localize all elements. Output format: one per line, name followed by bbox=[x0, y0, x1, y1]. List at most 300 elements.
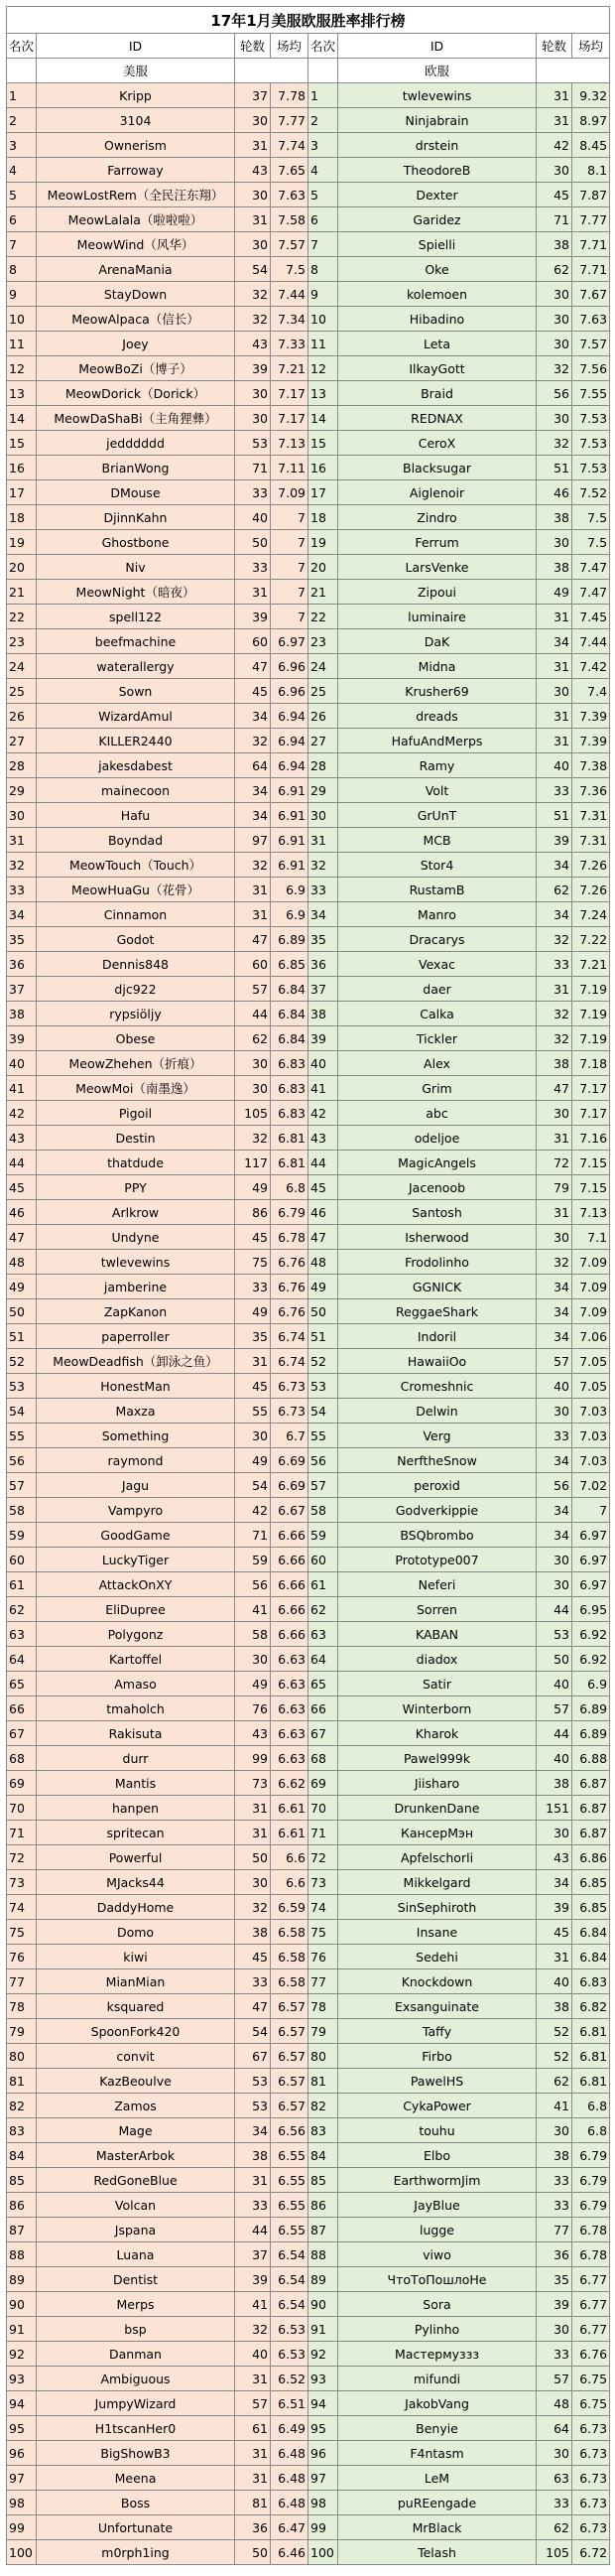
eu-avg-wins: 7.55 bbox=[572, 381, 610, 406]
eu-avg-wins: 6.86 bbox=[572, 1845, 610, 1870]
eu-avg-wins: 7.17 bbox=[572, 1101, 610, 1126]
eu-avg-wins: 6.81 bbox=[572, 2044, 610, 2069]
table-row bbox=[7, 555, 610, 580]
region-spacer-eu-2 bbox=[537, 59, 610, 83]
eu-avg-wins: 7.31 bbox=[572, 828, 610, 853]
eu-avg-wins: 6.95 bbox=[572, 1597, 610, 1622]
eu-avg-wins: 7.45 bbox=[572, 605, 610, 629]
eu-games: 40 bbox=[537, 753, 572, 778]
us-player-id: StayDown bbox=[37, 282, 235, 307]
us-avg-wins: 6.57 bbox=[271, 1994, 308, 2019]
eu-player-id: Elbo bbox=[338, 2143, 537, 2168]
eu-rank: 5 bbox=[308, 183, 338, 207]
eu-avg-wins: 6.75 bbox=[572, 2367, 610, 2391]
us-player-id: Arlkrow bbox=[37, 1200, 235, 1225]
table-row bbox=[7, 2094, 610, 2118]
us-avg-wins: 6.57 bbox=[271, 2094, 308, 2118]
us-player-id: Domo bbox=[37, 1920, 235, 1945]
eu-avg-wins: 7.03 bbox=[572, 1448, 610, 1473]
us-games: 43 bbox=[235, 158, 271, 183]
table-row bbox=[7, 1002, 610, 1026]
us-player-id: waterallergy bbox=[37, 654, 235, 679]
eu-rank: 62 bbox=[308, 1597, 338, 1622]
us-avg-wins: 6.6 bbox=[271, 1845, 308, 1870]
eu-rank: 77 bbox=[308, 1969, 338, 1994]
us-player-id: Undyne bbox=[37, 1225, 235, 1250]
eu-games: 57 bbox=[537, 2367, 572, 2391]
table-row bbox=[7, 406, 610, 431]
eu-rank: 29 bbox=[308, 778, 338, 803]
us-rank: 14 bbox=[7, 406, 37, 431]
region-spacer-eu bbox=[308, 59, 338, 83]
us-rank: 1 bbox=[7, 83, 37, 108]
us-rank: 54 bbox=[7, 1399, 37, 1424]
us-rank: 55 bbox=[7, 1424, 37, 1448]
us-player-id: DjinnKahn bbox=[37, 505, 235, 530]
us-rank: 91 bbox=[7, 2317, 37, 2342]
us-rank: 12 bbox=[7, 356, 37, 381]
us-rank: 18 bbox=[7, 505, 37, 530]
us-games: 54 bbox=[235, 257, 271, 282]
table-row bbox=[7, 1498, 610, 1523]
us-avg-wins: 7.57 bbox=[271, 232, 308, 257]
eu-avg-wins: 6.79 bbox=[572, 2168, 610, 2193]
eu-avg-wins: 7.09 bbox=[572, 1275, 610, 1299]
eu-games: 31 bbox=[537, 1126, 572, 1151]
us-player-id: twlevewins bbox=[37, 1250, 235, 1275]
eu-player-id: Volt bbox=[338, 778, 537, 803]
us-games: 42 bbox=[235, 1498, 271, 1523]
eu-avg-wins: 7.56 bbox=[572, 356, 610, 381]
us-games: 61 bbox=[235, 2416, 271, 2441]
eu-rank: 96 bbox=[308, 2441, 338, 2466]
us-rank: 57 bbox=[7, 1473, 37, 1498]
us-player-id: ArenaMania bbox=[37, 257, 235, 282]
eu-rank: 98 bbox=[308, 2491, 338, 2515]
us-player-id: spritecan bbox=[37, 1821, 235, 1845]
table-row bbox=[7, 108, 610, 133]
eu-games: 30 bbox=[537, 1572, 572, 1597]
table-row bbox=[7, 803, 610, 828]
us-rank: 51 bbox=[7, 1324, 37, 1349]
eu-avg-wins: 6.87 bbox=[572, 1771, 610, 1796]
eu-rank: 14 bbox=[308, 406, 338, 431]
us-avg-wins: 7.21 bbox=[271, 356, 308, 381]
us-player-id: Destin bbox=[37, 1126, 235, 1151]
us-avg-wins: 6.56 bbox=[271, 2118, 308, 2143]
table-row bbox=[7, 1597, 610, 1622]
table-row bbox=[7, 1870, 610, 1895]
eu-avg-wins: 7.71 bbox=[572, 232, 610, 257]
us-games: 45 bbox=[235, 679, 271, 704]
us-games: 41 bbox=[235, 2292, 271, 2317]
col-games-eu: 轮数 bbox=[537, 34, 572, 59]
us-games: 67 bbox=[235, 2044, 271, 2069]
eu-rank: 87 bbox=[308, 2218, 338, 2242]
eu-games: 30 bbox=[537, 2118, 572, 2143]
us-avg-wins: 6.53 bbox=[271, 2317, 308, 2342]
eu-avg-wins: 7.47 bbox=[572, 555, 610, 580]
eu-player-id: PawelHS bbox=[338, 2069, 537, 2094]
us-rank: 32 bbox=[7, 853, 37, 878]
eu-avg-wins: 7.39 bbox=[572, 704, 610, 729]
table-row bbox=[7, 1473, 610, 1498]
table-row bbox=[7, 2118, 610, 2143]
eu-avg-wins: 7.38 bbox=[572, 753, 610, 778]
eu-player-id: IlkayGott bbox=[338, 356, 537, 381]
eu-rank: 31 bbox=[308, 828, 338, 853]
us-rank: 66 bbox=[7, 1696, 37, 1721]
eu-games: 44 bbox=[537, 1597, 572, 1622]
eu-games: 45 bbox=[537, 1920, 572, 1945]
eu-games: 33 bbox=[537, 2342, 572, 2367]
us-rank: 6 bbox=[7, 207, 37, 232]
eu-rank: 6 bbox=[308, 207, 338, 232]
eu-rank: 1 bbox=[308, 83, 338, 108]
us-rank: 76 bbox=[7, 1945, 37, 1969]
eu-player-id: REDNAX bbox=[338, 406, 537, 431]
table-row bbox=[7, 480, 610, 505]
us-avg-wins: 6.66 bbox=[271, 1597, 308, 1622]
table-row bbox=[7, 232, 610, 257]
eu-rank: 37 bbox=[308, 977, 338, 1002]
eu-avg-wins: 7.52 bbox=[572, 480, 610, 505]
us-games: 31 bbox=[235, 1349, 271, 1374]
eu-avg-wins: 7.53 bbox=[572, 406, 610, 431]
us-avg-wins: 7 bbox=[271, 505, 308, 530]
us-rank: 85 bbox=[7, 2168, 37, 2193]
eu-avg-wins: 6.97 bbox=[572, 1572, 610, 1597]
eu-rank: 26 bbox=[308, 704, 338, 729]
us-rank: 81 bbox=[7, 2069, 37, 2094]
us-games: 47 bbox=[235, 654, 271, 679]
us-games: 31 bbox=[235, 902, 271, 927]
table-row bbox=[7, 1821, 610, 1845]
eu-player-id: odeljoe bbox=[338, 1126, 537, 1151]
eu-avg-wins: 7.15 bbox=[572, 1151, 610, 1175]
eu-rank: 22 bbox=[308, 605, 338, 629]
table-row bbox=[7, 1448, 610, 1473]
us-rank: 21 bbox=[7, 580, 37, 605]
us-player-id: MeowLostRem（全民汪东翔） bbox=[37, 183, 235, 207]
eu-games: 105 bbox=[537, 2540, 572, 2565]
eu-games: 38 bbox=[537, 1771, 572, 1796]
eu-player-id: Tickler bbox=[338, 1026, 537, 1051]
region-us-label: 美服 bbox=[37, 59, 235, 83]
us-rank: 20 bbox=[7, 555, 37, 580]
us-games: 54 bbox=[235, 2019, 271, 2044]
us-player-id: Sown bbox=[37, 679, 235, 704]
eu-rank: 17 bbox=[308, 480, 338, 505]
us-rank: 42 bbox=[7, 1101, 37, 1126]
eu-player-id: RustamB bbox=[338, 878, 537, 902]
us-player-id: Pigoil bbox=[37, 1101, 235, 1126]
us-games: 50 bbox=[235, 2540, 271, 2565]
us-games: 31 bbox=[235, 1821, 271, 1845]
us-player-id: Something bbox=[37, 1424, 235, 1448]
eu-games: 56 bbox=[537, 381, 572, 406]
eu-avg-wins: 7.31 bbox=[572, 803, 610, 828]
eu-player-id: daer bbox=[338, 977, 537, 1002]
us-rank: 94 bbox=[7, 2391, 37, 2416]
us-games: 49 bbox=[235, 1672, 271, 1696]
eu-rank: 39 bbox=[308, 1026, 338, 1051]
us-player-id: Cinnamon bbox=[37, 902, 235, 927]
eu-avg-wins: 7.06 bbox=[572, 1324, 610, 1349]
eu-avg-wins: 6.9 bbox=[572, 1672, 610, 1696]
eu-rank: 57 bbox=[308, 1473, 338, 1498]
eu-player-id: Isherwood bbox=[338, 1225, 537, 1250]
us-rank: 28 bbox=[7, 753, 37, 778]
us-avg-wins: 6.89 bbox=[271, 927, 308, 952]
eu-rank: 53 bbox=[308, 1374, 338, 1399]
us-avg-wins: 6.76 bbox=[271, 1299, 308, 1324]
us-avg-wins: 6.94 bbox=[271, 729, 308, 753]
us-rank: 71 bbox=[7, 1821, 37, 1845]
us-avg-wins: 6.48 bbox=[271, 2441, 308, 2466]
us-avg-wins: 6.69 bbox=[271, 1448, 308, 1473]
eu-games: 31 bbox=[537, 654, 572, 679]
us-rank: 44 bbox=[7, 1151, 37, 1175]
eu-games: 30 bbox=[537, 282, 572, 307]
eu-avg-wins: 7 bbox=[572, 1498, 610, 1523]
table-row bbox=[7, 356, 610, 381]
us-games: 30 bbox=[235, 108, 271, 133]
eu-player-id: BSQbrombo bbox=[338, 1523, 537, 1548]
eu-games: 34 bbox=[537, 902, 572, 927]
us-player-id: Obese bbox=[37, 1026, 235, 1051]
us-avg-wins: 6.74 bbox=[271, 1349, 308, 1374]
us-rank: 60 bbox=[7, 1548, 37, 1572]
eu-player-id: Alex bbox=[338, 1051, 537, 1076]
eu-player-id: Delwin bbox=[338, 1399, 537, 1424]
table-row bbox=[7, 1622, 610, 1647]
us-player-id: spell122 bbox=[37, 605, 235, 629]
us-games: 30 bbox=[235, 1076, 271, 1101]
eu-player-id: Telash bbox=[338, 2540, 537, 2565]
us-avg-wins: 6.83 bbox=[271, 1101, 308, 1126]
eu-player-id: ReggaeShark bbox=[338, 1299, 537, 1324]
eu-rank: 30 bbox=[308, 803, 338, 828]
eu-games: 35 bbox=[537, 2267, 572, 2292]
us-games: 37 bbox=[235, 2242, 271, 2267]
us-avg-wins: 7.11 bbox=[271, 456, 308, 480]
eu-rank: 11 bbox=[308, 332, 338, 356]
eu-avg-wins: 7.16 bbox=[572, 1126, 610, 1151]
eu-avg-wins: 8.1 bbox=[572, 158, 610, 183]
region-header-row bbox=[7, 59, 610, 83]
eu-avg-wins: 6.79 bbox=[572, 2143, 610, 2168]
us-games: 40 bbox=[235, 505, 271, 530]
us-avg-wins: 6.6 bbox=[271, 1870, 308, 1895]
us-player-id: MeowZhehen（折痕） bbox=[37, 1051, 235, 1076]
table-row bbox=[7, 977, 610, 1002]
us-player-id: Mage bbox=[37, 2118, 235, 2143]
us-games: 32 bbox=[235, 1895, 271, 1920]
eu-player-id: Zindro bbox=[338, 505, 537, 530]
eu-rank: 8 bbox=[308, 257, 338, 282]
eu-player-id: Garidez bbox=[338, 207, 537, 232]
eu-games: 64 bbox=[537, 2416, 572, 2441]
ranking-body bbox=[7, 83, 610, 2565]
eu-games: 72 bbox=[537, 1151, 572, 1175]
us-avg-wins: 7.63 bbox=[271, 183, 308, 207]
eu-avg-wins: 6.76 bbox=[572, 2342, 610, 2367]
eu-avg-wins: 6.82 bbox=[572, 1994, 610, 2019]
eu-games: 32 bbox=[537, 1002, 572, 1026]
eu-games: 38 bbox=[537, 2143, 572, 2168]
eu-rank: 50 bbox=[308, 1299, 338, 1324]
col-avg-us: 场均 bbox=[271, 34, 308, 59]
eu-games: 34 bbox=[537, 1275, 572, 1299]
eu-player-id: touhu bbox=[338, 2118, 537, 2143]
table-row bbox=[7, 2019, 610, 2044]
us-avg-wins: 7 bbox=[271, 555, 308, 580]
eu-games: 57 bbox=[537, 1696, 572, 1721]
us-avg-wins: 6.55 bbox=[271, 2143, 308, 2168]
table-row bbox=[7, 629, 610, 654]
us-player-id: Jagu bbox=[37, 1473, 235, 1498]
eu-games: 41 bbox=[537, 2094, 572, 2118]
eu-games: 31 bbox=[537, 977, 572, 1002]
us-player-id: MeowWind（风华） bbox=[37, 232, 235, 257]
eu-avg-wins: 6.87 bbox=[572, 1796, 610, 1821]
us-rank: 82 bbox=[7, 2094, 37, 2118]
us-rank: 8 bbox=[7, 257, 37, 282]
us-rank: 63 bbox=[7, 1622, 37, 1647]
eu-games: 32 bbox=[537, 1250, 572, 1275]
us-rank: 72 bbox=[7, 1845, 37, 1870]
us-avg-wins: 6.66 bbox=[271, 1622, 308, 1647]
us-avg-wins: 6.51 bbox=[271, 2391, 308, 2416]
eu-player-id: Jacenoob bbox=[338, 1175, 537, 1200]
table-row bbox=[7, 778, 610, 803]
us-games: 54 bbox=[235, 1473, 271, 1498]
us-games: 64 bbox=[235, 753, 271, 778]
eu-avg-wins: 6.77 bbox=[572, 2317, 610, 2342]
eu-rank: 91 bbox=[308, 2317, 338, 2342]
table-row bbox=[7, 83, 610, 108]
us-games: 39 bbox=[235, 605, 271, 629]
eu-games: 52 bbox=[537, 2019, 572, 2044]
eu-player-id: Kharok bbox=[338, 1721, 537, 1746]
eu-games: 44 bbox=[537, 1721, 572, 1746]
eu-games: 40 bbox=[537, 1374, 572, 1399]
eu-games: 39 bbox=[537, 828, 572, 853]
us-avg-wins: 6.63 bbox=[271, 1746, 308, 1771]
us-player-id: MJacks44 bbox=[37, 1870, 235, 1895]
us-avg-wins: 6.85 bbox=[271, 952, 308, 977]
us-player-id: MeowTouch（Touch） bbox=[37, 853, 235, 878]
eu-rank: 84 bbox=[308, 2143, 338, 2168]
eu-rank: 49 bbox=[308, 1275, 338, 1299]
table-row bbox=[7, 1647, 610, 1672]
us-player-id: AttackOnXY bbox=[37, 1572, 235, 1597]
us-rank: 78 bbox=[7, 1994, 37, 2019]
table-row bbox=[7, 1945, 610, 1969]
eu-player-id: Manro bbox=[338, 902, 537, 927]
eu-avg-wins: 6.77 bbox=[572, 2267, 610, 2292]
us-games: 30 bbox=[235, 232, 271, 257]
eu-rank: 79 bbox=[308, 2019, 338, 2044]
us-avg-wins: 6.61 bbox=[271, 1796, 308, 1821]
eu-games: 51 bbox=[537, 803, 572, 828]
eu-rank: 35 bbox=[308, 927, 338, 952]
eu-rank: 68 bbox=[308, 1746, 338, 1771]
eu-games: 79 bbox=[537, 1175, 572, 1200]
us-player-id: hanpen bbox=[37, 1796, 235, 1821]
eu-player-id: Exsanguinate bbox=[338, 1994, 537, 2019]
eu-rank: 13 bbox=[308, 381, 338, 406]
us-avg-wins: 6.54 bbox=[271, 2242, 308, 2267]
eu-player-id: Cromeshnic bbox=[338, 1374, 537, 1399]
us-rank: 50 bbox=[7, 1299, 37, 1324]
eu-avg-wins: 7.26 bbox=[572, 878, 610, 902]
eu-player-id: mifundi bbox=[338, 2367, 537, 2391]
table-row bbox=[7, 456, 610, 480]
us-rank: 97 bbox=[7, 2466, 37, 2491]
eu-avg-wins: 7.17 bbox=[572, 1076, 610, 1101]
eu-rank: 3 bbox=[308, 133, 338, 158]
eu-avg-wins: 6.85 bbox=[572, 1895, 610, 1920]
us-player-id: BigShowB3 bbox=[37, 2441, 235, 2466]
eu-player-id: GGNICK bbox=[338, 1275, 537, 1299]
table-row bbox=[7, 753, 610, 778]
eu-avg-wins: 6.73 bbox=[572, 2416, 610, 2441]
eu-player-id: Verg bbox=[338, 1424, 537, 1448]
eu-rank: 85 bbox=[308, 2168, 338, 2193]
us-player-id: Danman bbox=[37, 2342, 235, 2367]
us-player-id: Ambiguous bbox=[37, 2367, 235, 2391]
us-player-id: Boss bbox=[37, 2491, 235, 2515]
us-rank: 26 bbox=[7, 704, 37, 729]
us-player-id: Meena bbox=[37, 2466, 235, 2491]
table-row bbox=[7, 2218, 610, 2242]
eu-rank: 59 bbox=[308, 1523, 338, 1548]
eu-games: 30 bbox=[537, 406, 572, 431]
us-games: 86 bbox=[235, 1200, 271, 1225]
us-games: 34 bbox=[235, 704, 271, 729]
table-row bbox=[7, 704, 610, 729]
eu-games: 34 bbox=[537, 629, 572, 654]
us-rank: 27 bbox=[7, 729, 37, 753]
us-rank: 62 bbox=[7, 1597, 37, 1622]
us-rank: 30 bbox=[7, 803, 37, 828]
us-avg-wins: 7.58 bbox=[271, 207, 308, 232]
table-row bbox=[7, 2242, 610, 2267]
us-games: 97 bbox=[235, 828, 271, 853]
eu-player-id: dreads bbox=[338, 704, 537, 729]
us-games: 71 bbox=[235, 456, 271, 480]
us-avg-wins: 6.81 bbox=[271, 1151, 308, 1175]
table-row bbox=[7, 1572, 610, 1597]
eu-rank: 28 bbox=[308, 753, 338, 778]
table-row bbox=[7, 1225, 610, 1250]
eu-avg-wins: 6.84 bbox=[572, 1945, 610, 1969]
us-games: 57 bbox=[235, 2391, 271, 2416]
col-games-us: 轮数 bbox=[235, 34, 271, 59]
eu-rank: 90 bbox=[308, 2292, 338, 2317]
us-rank: 19 bbox=[7, 530, 37, 555]
eu-player-id: luminaire bbox=[338, 605, 537, 629]
us-rank: 96 bbox=[7, 2441, 37, 2466]
table-row bbox=[7, 2491, 610, 2515]
eu-games: 34 bbox=[537, 1870, 572, 1895]
eu-player-id: JakobVang bbox=[338, 2391, 537, 2416]
region-spacer-us bbox=[7, 59, 37, 83]
eu-player-id: kolemoen bbox=[338, 282, 537, 307]
eu-rank: 38 bbox=[308, 1002, 338, 1026]
